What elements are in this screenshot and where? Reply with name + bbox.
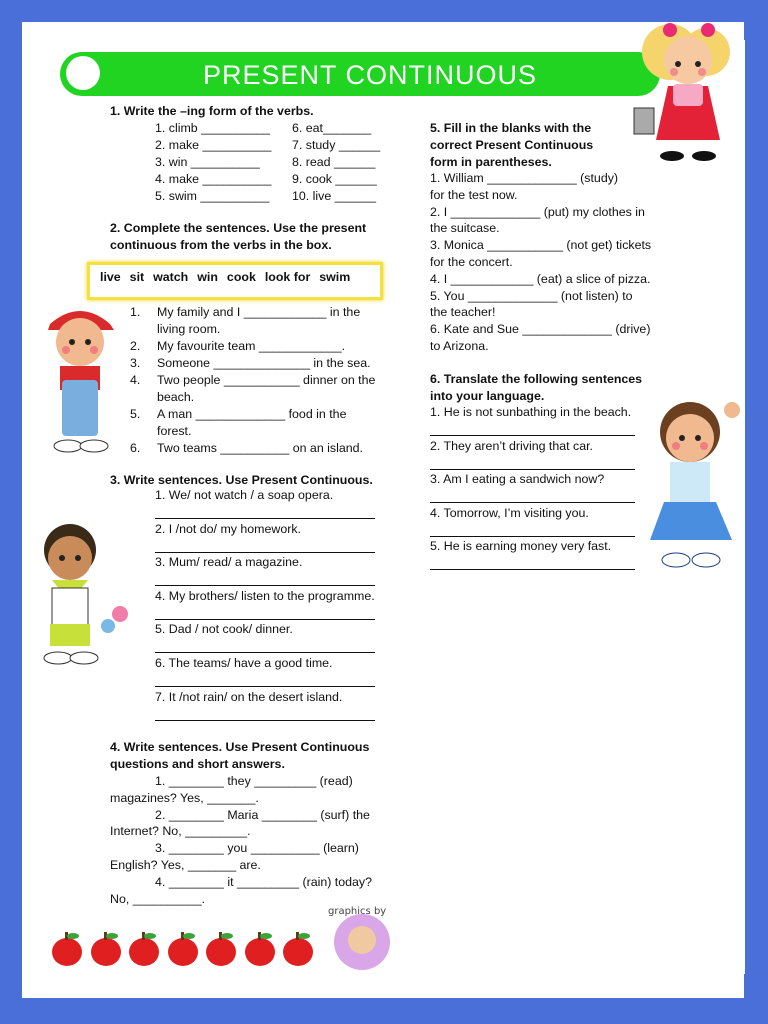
answer-line: [430, 569, 635, 570]
verb-option: swim: [319, 270, 351, 284]
section2-heading: 2. Complete the sentences. Use the present: [110, 221, 367, 235]
item-number: 3.: [130, 356, 141, 370]
exercise-item: 7. It /not rain/ on the desert island.: [155, 689, 343, 704]
section6-heading: 6. Translate the following sentences: [430, 372, 643, 386]
answer-line: [155, 518, 375, 519]
verb-item: 4. make __________: [155, 172, 272, 186]
border-letter: a: [28, 950, 34, 961]
apple-icon: [204, 930, 238, 968]
apple-icon: [166, 930, 200, 968]
apple-icon: [281, 930, 315, 968]
verb-option: win: [197, 270, 218, 284]
item-number: 1.: [130, 305, 141, 319]
exercise-line: 4. ________ it _________ (rain) today?: [155, 874, 373, 889]
exercise-line: for the concert.: [430, 255, 513, 269]
answer-line: [155, 686, 375, 687]
answer-line: [155, 720, 375, 721]
exercise-line: 3. Monica ___________ (not get) tickets: [430, 238, 652, 253]
translate-item: 5. He is earning money very fast.: [430, 539, 612, 554]
section5-heading: form in parentheses.: [430, 155, 552, 169]
answer-line: [430, 469, 635, 470]
verb-item: 1. climb __________: [155, 121, 271, 135]
apple-icon: [50, 930, 84, 968]
exercise-line: 4. I ____________ (eat) a slice of pizza.: [430, 271, 651, 286]
section4-heading: questions and short answers.: [110, 757, 285, 771]
verb-item: 6. eat_______: [292, 121, 372, 135]
apple-icon: [243, 930, 277, 968]
exercise-line: 2. ________ Maria ________ (surf) the: [155, 807, 370, 822]
exercise-line: English? Yes, _______ are.: [110, 858, 261, 872]
verb-option: live: [100, 270, 121, 284]
item-number: 4.: [130, 373, 141, 387]
exercise-line: 2. I _____________ (put) my clothes in: [430, 204, 645, 219]
verb-item: 8. read ______: [292, 155, 376, 169]
section2-heading: continuous from the verbs in the box.: [110, 238, 332, 252]
verb-box: [87, 262, 383, 300]
exercise-item: 5. Dad / not cook/ dinner.: [155, 622, 293, 637]
answer-line: [155, 619, 375, 620]
border-letter: a: [738, 500, 744, 511]
sentence-text: A man _____________ food in the: [157, 407, 347, 421]
apple-icon: [89, 930, 123, 968]
waving-girl-illustration: [640, 390, 750, 580]
verb-option: sit: [129, 270, 145, 284]
exercise-line: the teacher!: [430, 305, 496, 320]
answer-line: [430, 536, 635, 537]
answer-line: [155, 585, 375, 586]
translate-item: 4. Tomorrow, I’m visiting you.: [430, 505, 589, 520]
exercise-line: 5. You _____________ (not listen) to: [430, 288, 633, 303]
exercise-line: No, __________.: [110, 891, 206, 906]
border-letter: a: [738, 950, 744, 961]
exercise-line: Internet? No, _________.: [110, 824, 251, 839]
sentence-text: Two people ___________ dinner on the: [157, 373, 376, 387]
exercise-line: to Arizona.: [430, 339, 489, 353]
page-title: PRESENT CONTINUOUS: [202, 60, 538, 90]
answer-line: [155, 652, 375, 653]
sentence-text: living room.: [157, 322, 221, 336]
verb-item: 5. swim __________: [155, 189, 270, 203]
answer-line: [430, 502, 635, 503]
sentence-text: My family and I ____________ in the: [157, 305, 361, 319]
boy-with-flowers-illustration: [30, 514, 140, 676]
border-letter: a: [28, 40, 34, 51]
sentence-text: beach.: [157, 390, 195, 404]
title-circle-icon: [66, 56, 100, 90]
verb-item: 2. make __________: [155, 138, 272, 152]
border-letter: a: [28, 500, 34, 511]
translate-item: 1. He is not sunbathing in the beach.: [430, 405, 632, 419]
item-number: 5.: [130, 407, 141, 421]
exercise-item: 4. My brothers/ listen to the programme.: [155, 588, 375, 603]
section6-heading: into your language.: [430, 389, 545, 403]
verb-item: 3. win __________: [155, 155, 260, 169]
section3-heading: 3. Write sentences. Use Present Continuous.: [110, 473, 373, 487]
answer-line: [155, 552, 375, 553]
exercise-line: 1. William _____________ (study): [430, 171, 619, 185]
item-number: 2.: [130, 339, 141, 353]
apple-icon: [127, 930, 161, 968]
answer-line: [430, 435, 635, 436]
verb-option: look for: [264, 270, 311, 284]
exercise-line: 3. ________ you __________ (learn): [155, 841, 359, 856]
item-number: 6.: [130, 441, 141, 455]
sentence-text: My favourite team ____________.: [157, 339, 346, 353]
exercise-line: the suitcase.: [430, 221, 500, 236]
exercise-item: 3. Mum/ read/ a magazine.: [155, 555, 303, 570]
logo-text: graphics by: [328, 906, 387, 917]
section5-heading: correct Present Continuous: [430, 138, 594, 152]
exercise-line: for the test now.: [430, 187, 518, 202]
exercise-line: 6. Kate and Sue _____________ (drive): [430, 322, 651, 337]
graphics-logo: [320, 898, 400, 978]
verb-item: 7. study ______: [292, 138, 381, 152]
section1-heading: 1. Write the –ing form of the verbs.: [110, 104, 314, 118]
sentence-text: Two teams __________ on an island.: [157, 441, 363, 455]
exercise-line: magazines? Yes, _______.: [110, 790, 259, 805]
border-letter: a: [738, 40, 744, 51]
girl-with-bag-illustration: [628, 14, 738, 164]
verb-option: cook: [226, 270, 256, 284]
exercise-item: 1. We/ not watch / a soap opera.: [155, 488, 334, 502]
sentence-text: Someone ______________ in the sea.: [157, 356, 371, 370]
boy-in-overalls-illustration: [40, 300, 120, 460]
page-border-bottom: [0, 998, 768, 1024]
verb-item: 9. cook ______: [292, 172, 377, 186]
sentence-text: forest.: [157, 424, 192, 438]
exercise-item: 2. I /not do/ my homework.: [155, 521, 301, 536]
translate-item: 3. Am I eating a sandwich now?: [430, 472, 605, 487]
translate-item: 2. They aren’t driving that car.: [430, 438, 594, 453]
verb-item: 10. live ______: [292, 189, 377, 203]
page-border-left: [0, 0, 22, 1024]
section4-heading: 4. Write sentences. Use Present Continuous: [110, 740, 370, 754]
section5-heading: 5. Fill in the blanks with the: [430, 121, 592, 135]
exercise-line: 1. ________ they _________ (read): [155, 774, 353, 788]
exercise-item: 6. The teams/ have a good time.: [155, 656, 333, 670]
verb-option: watch: [153, 270, 189, 284]
